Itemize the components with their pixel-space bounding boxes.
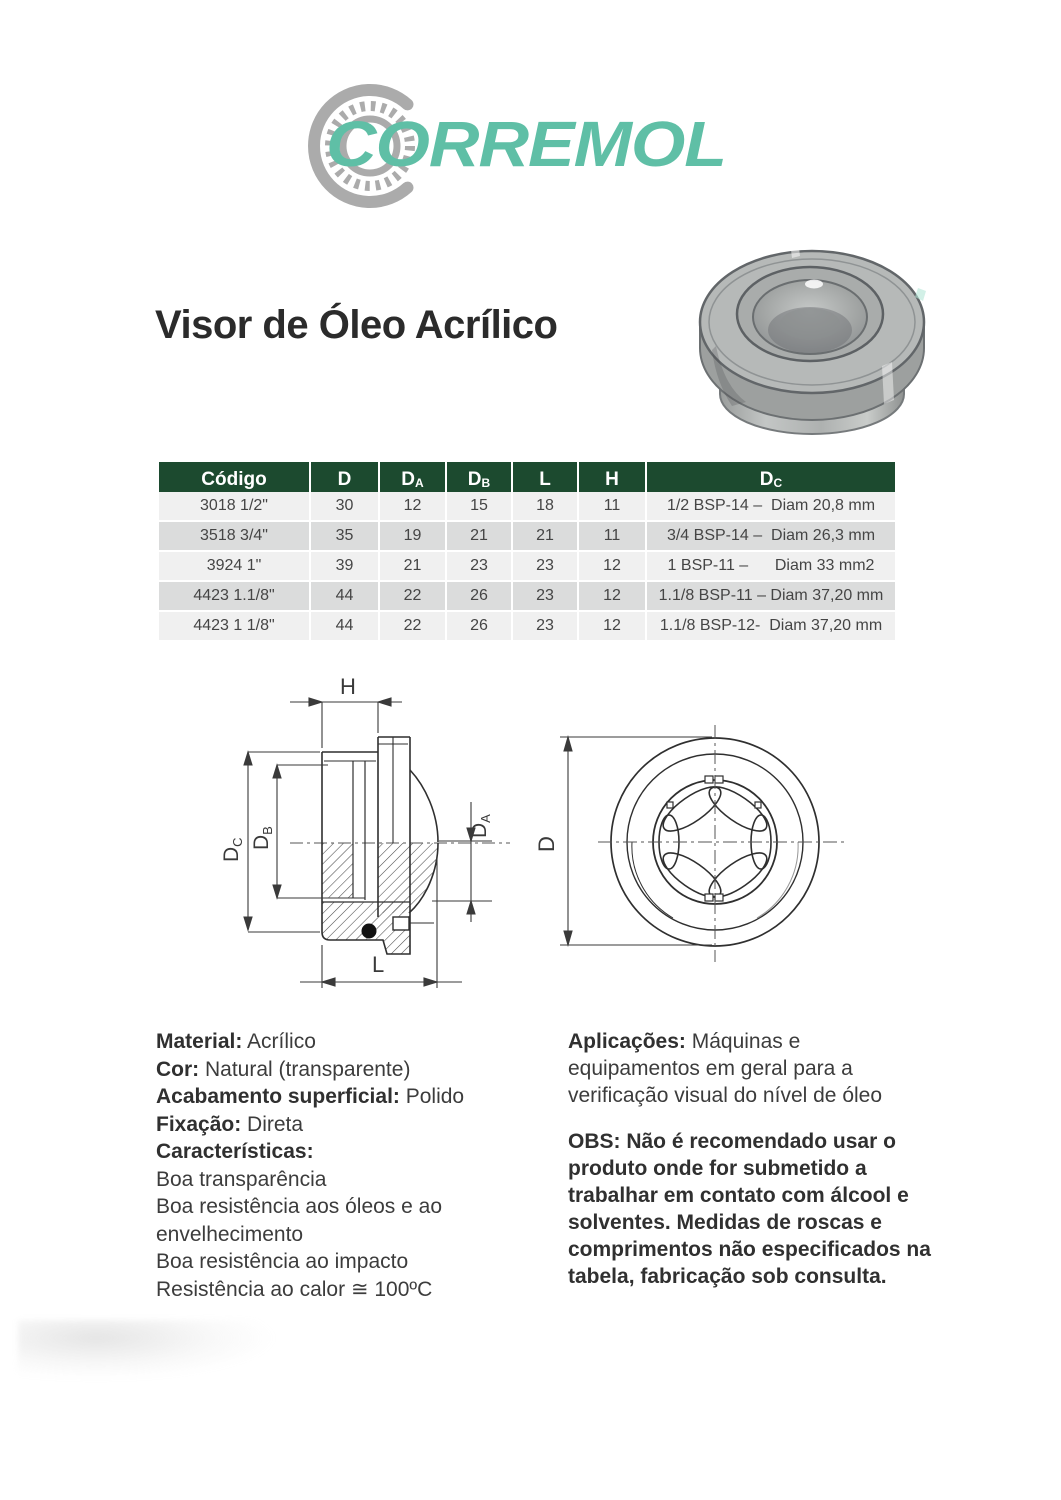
table-cell: 12 (579, 552, 645, 580)
technical-drawings (150, 670, 950, 1020)
table-cell: 21 (380, 552, 445, 580)
dim-label-l: L (372, 952, 385, 977)
table-cell: 26 (447, 612, 511, 640)
table-cell: 3924 1" (159, 552, 309, 580)
table-cell: 22 (380, 612, 445, 640)
table-cell: 11 (579, 522, 645, 550)
specs-left-block (156, 1028, 558, 1303)
table-cell: 11 (579, 492, 645, 520)
table-cell: 44 (311, 612, 378, 640)
dim-label-h: H (340, 674, 356, 699)
table-cell: 3518 3/4" (159, 522, 309, 550)
dim-label-dc: DC (220, 837, 245, 862)
dim-label-db: DB (250, 826, 275, 850)
spec-material: Material: Acrílico (156, 1030, 316, 1053)
col-header-dc: D C (647, 462, 895, 498)
dim-label-da: DA (468, 814, 493, 838)
table-cell: 35 (311, 522, 378, 550)
section-view-drawing (290, 737, 510, 954)
table-cell: 4423 1 1/8" (159, 612, 309, 640)
table-cell: 21 (447, 522, 511, 550)
spec-caracteristicas: Características: (156, 1140, 314, 1163)
col-header-db: D B (447, 462, 511, 498)
table-cell: 4423 1.1/8" (159, 582, 309, 610)
scan-smudge (18, 1320, 278, 1380)
table-cell: 12 (579, 612, 645, 640)
spec-acabamento: Acabamento superficial: Polido (156, 1085, 465, 1108)
logo-text: CORREMOL (326, 108, 726, 180)
table-cell: 39 (311, 552, 378, 580)
table-cell: 23 (513, 552, 577, 580)
table-cell: 1/2 BSP-14 – Diam 20,8 mm (647, 492, 895, 520)
col-header-h: H (579, 462, 645, 498)
table-cell: 23 (513, 582, 577, 610)
table-cell: 1.1/8 BSP-11 – Diam 37,20 mm (647, 582, 895, 610)
table-cell: 44 (311, 582, 378, 610)
col-header-d: D (311, 462, 378, 498)
col-header-l: L (513, 462, 577, 498)
spec-cor: Cor: Natural (transparente) (156, 1057, 411, 1081)
col-header-da: D A (380, 462, 445, 498)
spec-transparencia: Boa transparência (156, 1167, 327, 1191)
spec-resistencia-oleos: Boa resistência aos óleos e ao envelhecimento (156, 1195, 443, 1246)
page-title: Visor de Óleo Acrílico (155, 303, 558, 347)
table-cell: 12 (579, 582, 645, 610)
table-cell: 22 (380, 582, 445, 610)
table-cell: 3018 1/2" (159, 492, 309, 520)
spec-resistencia-impacto: Boa resistência ao impacto (156, 1250, 409, 1273)
dim-label-d: D (534, 836, 559, 852)
table-cell: 30 (311, 492, 378, 520)
front-view-drawing (598, 725, 845, 962)
spec-resistencia-calor: Resistência ao calor ≅ 100ºC (156, 1277, 433, 1301)
table-cell: 23 (447, 552, 511, 580)
table-cell: 26 (447, 582, 511, 610)
table-cell: 1.1/8 BSP-12- Diam 37,20 mm (647, 612, 895, 640)
spec-table (159, 462, 895, 640)
table-cell: 18 (513, 492, 577, 520)
table-cell: 15 (447, 492, 511, 520)
table-cell: 3/4 BSP-14 – Diam 26,3 mm (647, 522, 895, 550)
table-cell: 21 (513, 522, 577, 550)
table-cell: 1 BSP-11 – Diam 33 mm2 (647, 552, 895, 580)
spec-fixacao: Fixação: Direta (156, 1112, 304, 1136)
front-dimensions (560, 737, 712, 945)
col-header-codigo: Código (159, 462, 309, 498)
product-photo (686, 226, 938, 438)
table-cell: 12 (380, 492, 445, 520)
applications-paragraph: Aplicações: Máquinas e equipamentos em geral para a verificação visual do nível de óleo (568, 1030, 883, 1107)
corremol-logo (278, 58, 754, 210)
table-cell: 19 (380, 522, 445, 550)
obs-paragraph: OBS: Não é recomendado usar o produto onde for submetido a trabalhar em contato com álcool e solventes. Medidas de roscas e comprimentos não especificados na tabela, fabricação sob consulta. (568, 1130, 931, 1288)
table-cell: 23 (513, 612, 577, 640)
